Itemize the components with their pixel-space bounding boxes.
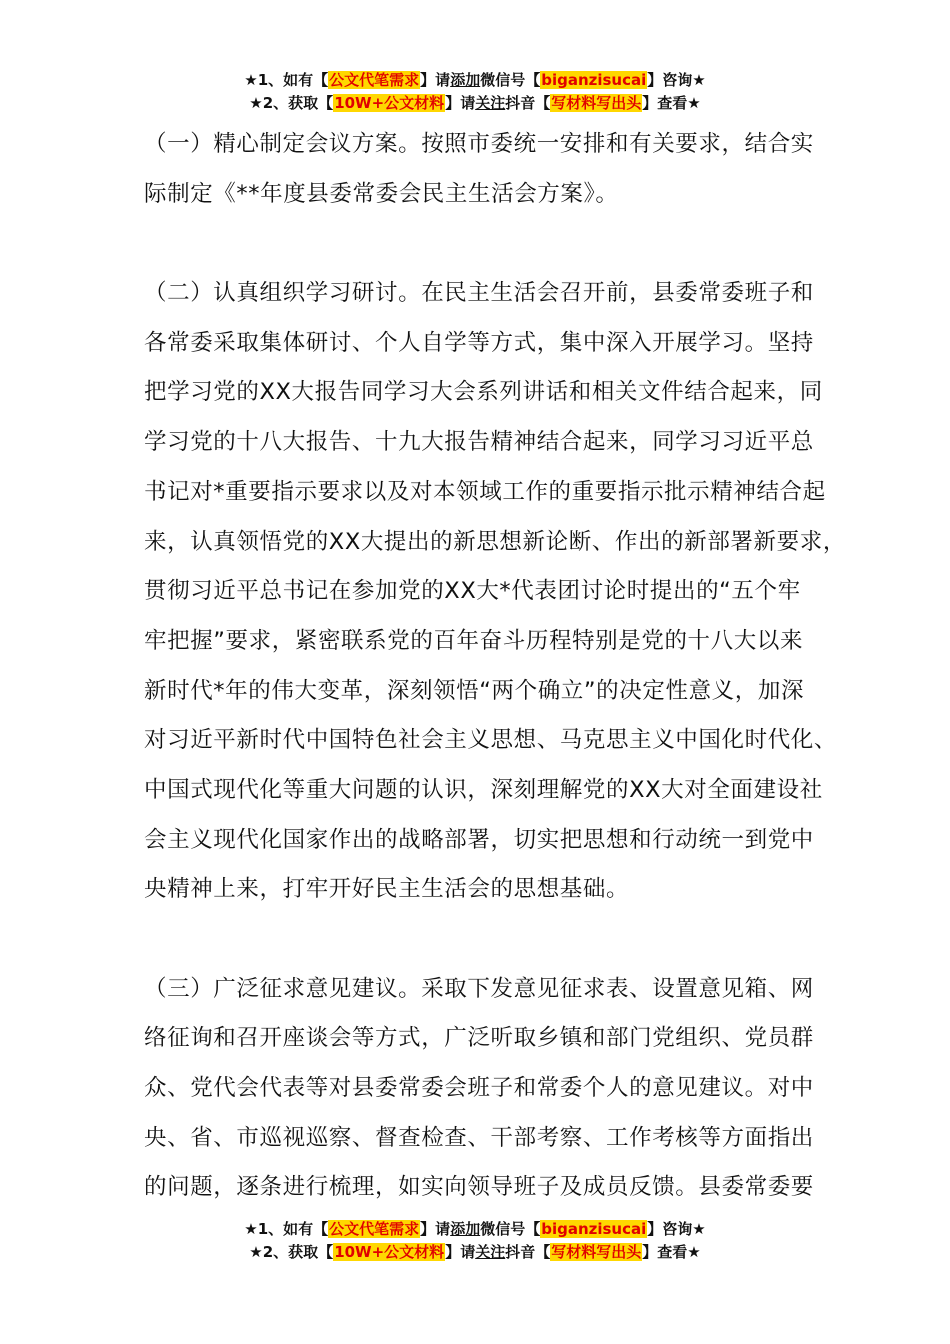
text-line: 新时代*年的伟大变革，深刻领悟“两个确立”的决定性意义，加深: [144, 677, 805, 704]
header-banner: [0, 69, 950, 115]
banner-line-1: [0, 69, 950, 92]
text-line: （二）认真组织学习研讨。在民主生活会召开前，县委常委班子和: [144, 280, 814, 307]
banner-text: 抖音【: [505, 94, 551, 112]
banner-text: 】咨询★: [647, 1220, 706, 1238]
text-line: 央精神上来，打牢开好民主生活会的思想基础。: [144, 876, 630, 903]
text-line: 把学习党的XX大报告同学习大会系列讲话和相关文件结合起来，同: [144, 379, 823, 406]
banner-underlined: 添加: [450, 71, 481, 89]
text-line: 各常委采取集体研讨、个人自学等方式，集中深入开展学习。坚持: [144, 329, 814, 356]
text-line: 学习党的十八大报告、十九大报告精神结合起来，同学习习近平总: [144, 429, 814, 456]
banner-text: 】请: [420, 1220, 451, 1238]
text-line: 中国式现代化等重大问题的认识，深刻理解党的XX大对全面建设社: [144, 776, 823, 803]
banner-line-2: [0, 1241, 950, 1264]
banner-text: 】咨询★: [647, 71, 706, 89]
banner-line-2: [0, 92, 950, 115]
banner-text: ★2、获取【: [249, 94, 334, 112]
text-line: 牢把握”要求，紧密联系党的百年奋斗历程特别是党的十八大以来: [144, 627, 804, 654]
text-line: 际制定《**年度县委常委会民主生活会方案》。: [144, 180, 619, 207]
banner-text: 微信号【: [480, 1220, 541, 1238]
text-line: 来，认真领悟党的XX大提出的新思想新论断、作出的新部署新要求，: [144, 528, 846, 555]
text-line: （三）广泛征求意见建议。采取下发意见征求表、设置意见箱、网: [144, 975, 814, 1002]
highlight-service: 公文代笔需求: [329, 1220, 420, 1238]
paragraph-1: [144, 120, 834, 219]
text-line: 贯彻习近平总书记在参加党的XX大*代表团讨论时提出的“五个牢: [144, 578, 801, 605]
text-line: 央、省、市巡视巡察、督查检查、干部考察、工作考核等方面指出: [144, 1124, 814, 1151]
text-line: 络征询和召开座谈会等方式，广泛听取乡镇和部门党组织、党员群: [144, 1025, 814, 1052]
paragraph-2: [144, 269, 846, 915]
banner-text: ★1、如有【: [244, 1220, 329, 1238]
highlight-materials: 10W+公文材料: [334, 1243, 445, 1261]
highlight-douyin-account: 写材料写出头: [551, 1243, 642, 1261]
document-body: [144, 120, 846, 1213]
paragraph-3: [144, 965, 834, 1213]
banner-underlined: 添加: [450, 1220, 481, 1238]
banner-text: 微信号【: [480, 71, 541, 89]
banner-text: 】请: [445, 94, 476, 112]
text-line: 会主义现代化国家作出的战略部署，切实把思想和行动统一到党中: [144, 826, 814, 853]
banner-text: 】请: [420, 71, 451, 89]
text-line: 对习近平新时代中国特色社会主义思想、马克思主义中国化时代化、: [144, 727, 838, 754]
highlight-service: 公文代笔需求: [329, 71, 420, 89]
banner-text: 】查看★: [642, 94, 701, 112]
banner-text: 】查看★: [642, 1243, 701, 1261]
text-line: 众、党代会代表等对县委常委会班子和常委个人的意见建议。对中: [144, 1075, 814, 1102]
highlight-materials: 10W+公文材料: [334, 94, 445, 112]
banner-text: ★2、获取【: [249, 1243, 334, 1261]
banner-underlined: 关注: [475, 94, 506, 112]
text-line: （一）精心制定会议方案。按照市委统一安排和有关要求，结合实: [144, 131, 814, 157]
banner-text: 】请: [445, 1243, 476, 1261]
banner-text: ★1、如有【: [244, 71, 329, 89]
highlight-wechat-id: biganzisucai: [541, 1220, 647, 1238]
banner-line-1: [0, 1218, 950, 1241]
paragraph-spacer: [144, 219, 834, 269]
highlight-wechat-id: biganzisucai: [541, 71, 647, 89]
text-line: 的问题，逐条进行梳理，如实向领导班子及成员反馈。县委常委要: [144, 1174, 814, 1201]
text-line: 书记对*重要指示要求以及对本领域工作的重要指示批示精神结合起: [144, 478, 826, 505]
footer-banner: [0, 1218, 950, 1264]
banner-underlined: 关注: [475, 1243, 506, 1261]
paragraph-spacer: [144, 915, 834, 965]
banner-text: 抖音【: [505, 1243, 551, 1261]
highlight-douyin-account: 写材料写出头: [551, 94, 642, 112]
